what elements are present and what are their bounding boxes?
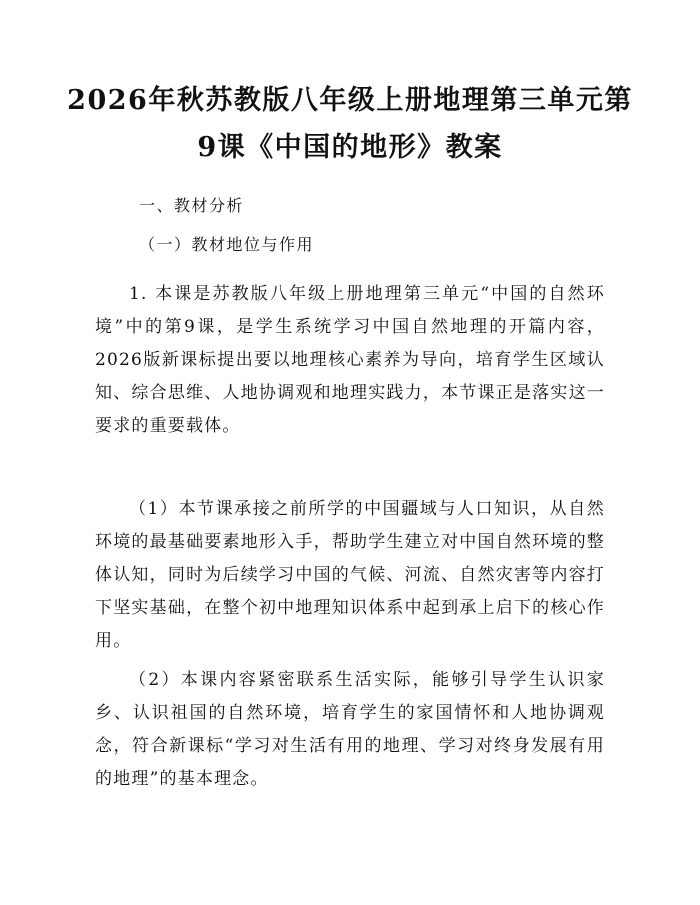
paragraph-1: 1. 本课是苏教版八年级上册地理第三单元“中国的自然环境”中的第9课，是学生系统学习中国自然地理的开篇内容，2026版新课标提出要以地理核心素养为导向，培育学生区域认知、综合思维、人地协调观和地理实践力，本节课正是落实这一要求的重要载体。 bbox=[95, 284, 605, 436]
paragraph-3: （2）本课内容紧密联系生活实际，能够引导学生认识家乡、认识祖国的自然环境，培育学生的家国情怀和人地协调观念，符合新课标“学习对生活有用的地理、学习对终身发展有用的地理”的基本理念。 bbox=[95, 670, 605, 789]
subsection-heading: （一）教材地位与作用 bbox=[139, 235, 315, 254]
section-heading: 一、教材分析 bbox=[139, 196, 245, 215]
document-title-line-1: 2026年秋苏教版八年级上册地理第三单元第 bbox=[67, 85, 633, 116]
paragraph-2: （1）本节课承接之前所学的中国疆域与人口知识，从自然环境的最基础要素地形入手，帮助学生建立对中国自然环境的整体认知，同时为后续学习中国的气候、河流、自然灾害等内容打下坚实基础，在整个初中地理知识体系中起到承上启下的核心作用。 bbox=[95, 499, 605, 651]
document-title-line-2: 9课《中国的地形》教案 bbox=[197, 132, 503, 163]
